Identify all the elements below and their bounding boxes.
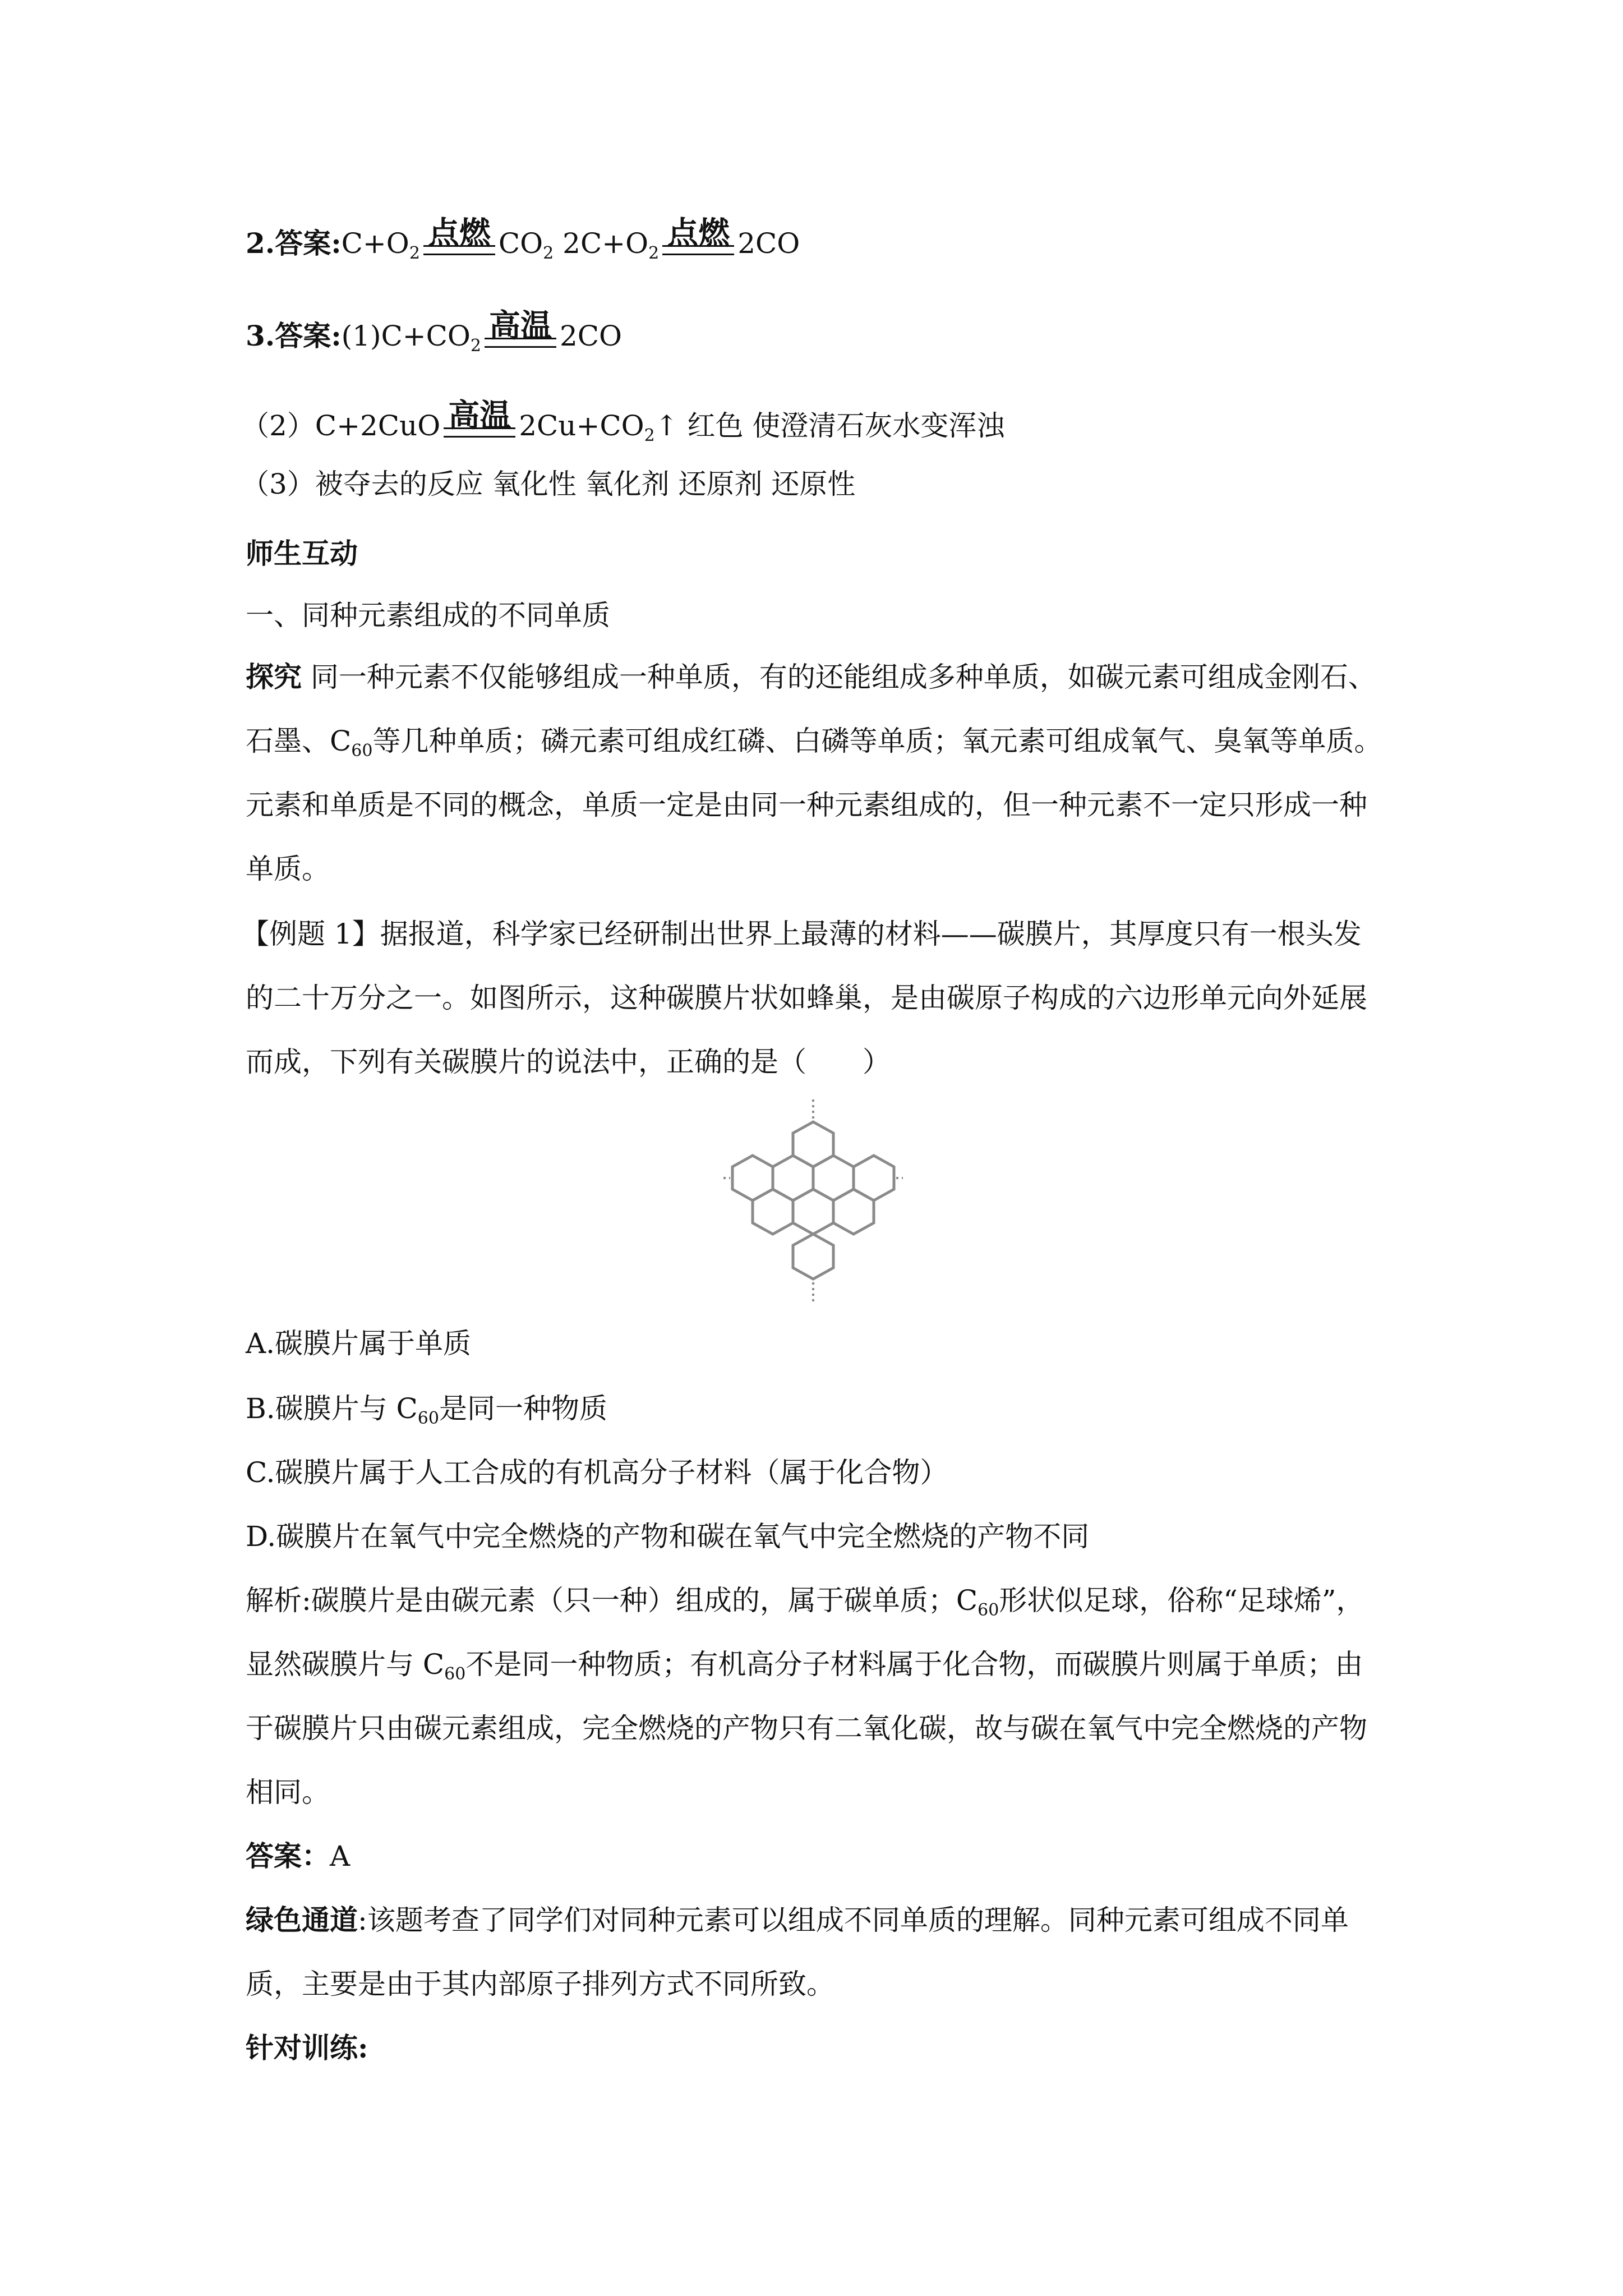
section-heading: 师生互动 bbox=[246, 537, 358, 570]
analysis-line-1 bbox=[246, 1581, 1364, 1620]
analysis-line-4: 相同。 bbox=[246, 1776, 330, 1809]
subscript: 2 bbox=[409, 243, 420, 263]
condition-label: 高温 bbox=[448, 398, 511, 434]
explore-line-1 bbox=[246, 657, 1376, 697]
analysis-line-2 bbox=[246, 1645, 1363, 1684]
explore-label: 探究 bbox=[246, 660, 302, 693]
analysis-text: 不是同一种物质；有机高分子材料属于化合物，而碳膜片则属于单质；由 bbox=[465, 1648, 1363, 1681]
option-b bbox=[246, 1389, 607, 1428]
analysis-text: 解析:碳膜片是由碳元素（只一种）组成的，属于碳单质；C bbox=[246, 1584, 978, 1617]
equation-product: 2Cu+CO bbox=[519, 409, 644, 442]
subscript: 60 bbox=[351, 741, 373, 761]
equation-1-product: CO bbox=[498, 227, 543, 260]
reaction-condition-ignite bbox=[423, 215, 495, 263]
analysis-text: 显然碳膜片与 C bbox=[246, 1648, 445, 1681]
condition-label: 点燃 bbox=[667, 215, 730, 252]
equation-product: 2CO bbox=[559, 320, 623, 352]
option-a: A.碳膜片属于单质 bbox=[246, 1327, 472, 1360]
equation-reactants: （2）C+2CuO bbox=[241, 409, 441, 442]
subscript: 2 bbox=[644, 426, 655, 445]
honeycomb-figure bbox=[723, 1099, 903, 1301]
explore-text: 等几种单质；磷元素可组成红磷、白磷等单质；氧元素可组成氧气、臭氧等单质。 bbox=[372, 725, 1382, 757]
answer-2-label: 2.答案: bbox=[246, 227, 342, 260]
subscript: 60 bbox=[417, 1409, 439, 1428]
training-heading: 针对训练: bbox=[246, 2031, 368, 2064]
option-b-text: B.碳膜片与 C bbox=[246, 1392, 418, 1425]
answer-3-line-3: （3）被夺去的反应 氧化性 氧化剂 还原剂 还原性 bbox=[241, 468, 856, 500]
answer-line bbox=[246, 1837, 350, 1876]
subscript: 2 bbox=[543, 243, 554, 263]
answer-3-label: 3.答案: bbox=[246, 319, 342, 352]
honeycomb-diagram bbox=[723, 1099, 903, 1301]
reaction-condition-high-temp bbox=[485, 308, 556, 356]
green-channel-label: 绿色通道 bbox=[246, 1903, 358, 1936]
reaction-condition-ignite bbox=[662, 215, 734, 263]
explore-text: 同一种元素不仅能够组成一种单质，有的还能组成多种单质，如碳元素可组成金刚石、 bbox=[302, 661, 1376, 693]
equation-2-reactants: 2C+O bbox=[554, 227, 649, 260]
green-channel-line-1 bbox=[246, 1901, 1349, 1940]
equals-bar bbox=[485, 338, 556, 348]
example-line-3: 而成，下列有关碳膜片的说法中，正确的是（ ） bbox=[246, 1046, 891, 1078]
condition-label: 高温 bbox=[488, 308, 552, 344]
explore-line-3: 元素和单质是不同的概念，单质一定是由同一种元素组成的，但一种元素不一定只形成一种 bbox=[246, 789, 1367, 821]
analysis-line-3: 于碳膜片只由碳元素组成，完全燃烧的产物只有二氧化碳，故与碳在氧气中完全燃烧的产物 bbox=[246, 1712, 1367, 1745]
example-line-1: 【例题 1】据报道，科学家已经研制出世界上最薄的材料——碳膜片，其厚度只有一根头发 bbox=[241, 918, 1362, 950]
equation-reactants: (1)C+CO bbox=[341, 320, 471, 352]
equals-bar bbox=[423, 245, 495, 255]
green-channel-text: :该题考查了同学们对同种元素可以组成不同单质的理解。同种元素可组成不同单 bbox=[358, 1904, 1349, 1936]
equals-bar bbox=[662, 245, 734, 255]
reaction-condition-high-temp bbox=[444, 398, 515, 445]
equation-1-reactants: C+O bbox=[341, 227, 409, 260]
section-subheading: 一、同种元素组成的不同单质 bbox=[246, 599, 610, 632]
explore-line-4: 单质。 bbox=[246, 853, 330, 885]
answer-2-line bbox=[246, 215, 800, 263]
answer-3-line-1 bbox=[246, 308, 623, 356]
subscript: 60 bbox=[444, 1664, 466, 1684]
example-line-2: 的二十万分之一。如图所示，这种碳膜片状如蜂巢，是由碳原子构成的六边形单元向外延展 bbox=[246, 982, 1367, 1014]
option-d: D.碳膜片在氧气中完全燃烧的产物和碳在氧气中完全燃烧的产物不同 bbox=[246, 1520, 1090, 1553]
explore-text: 石墨、C bbox=[246, 725, 352, 757]
option-b-text: 是同一种物质 bbox=[439, 1392, 607, 1425]
condition-label: 点燃 bbox=[427, 215, 491, 252]
option-c: C.碳膜片属于人工合成的有机高分子材料（属于化合物） bbox=[246, 1456, 948, 1489]
subscript: 2 bbox=[648, 243, 660, 263]
equation-2-product: 2CO bbox=[737, 227, 800, 260]
equals-bar bbox=[444, 427, 515, 438]
answer-3-line-2 bbox=[241, 398, 1005, 445]
green-channel-line-2: 质，主要是由于其内部原子排列方式不同所致。 bbox=[246, 1968, 834, 2000]
analysis-text: 形状似足球，俗称“足球烯”， bbox=[999, 1584, 1364, 1617]
answer-3-part-2-text: ↑ 红色 使澄清石灰水变浑浊 bbox=[654, 409, 1005, 442]
subscript: 2 bbox=[470, 336, 481, 356]
answer-value: A bbox=[330, 1840, 351, 1872]
explore-line-2 bbox=[246, 721, 1382, 761]
answer-label: 答案： bbox=[246, 1839, 330, 1872]
subscript: 60 bbox=[978, 1600, 999, 1620]
